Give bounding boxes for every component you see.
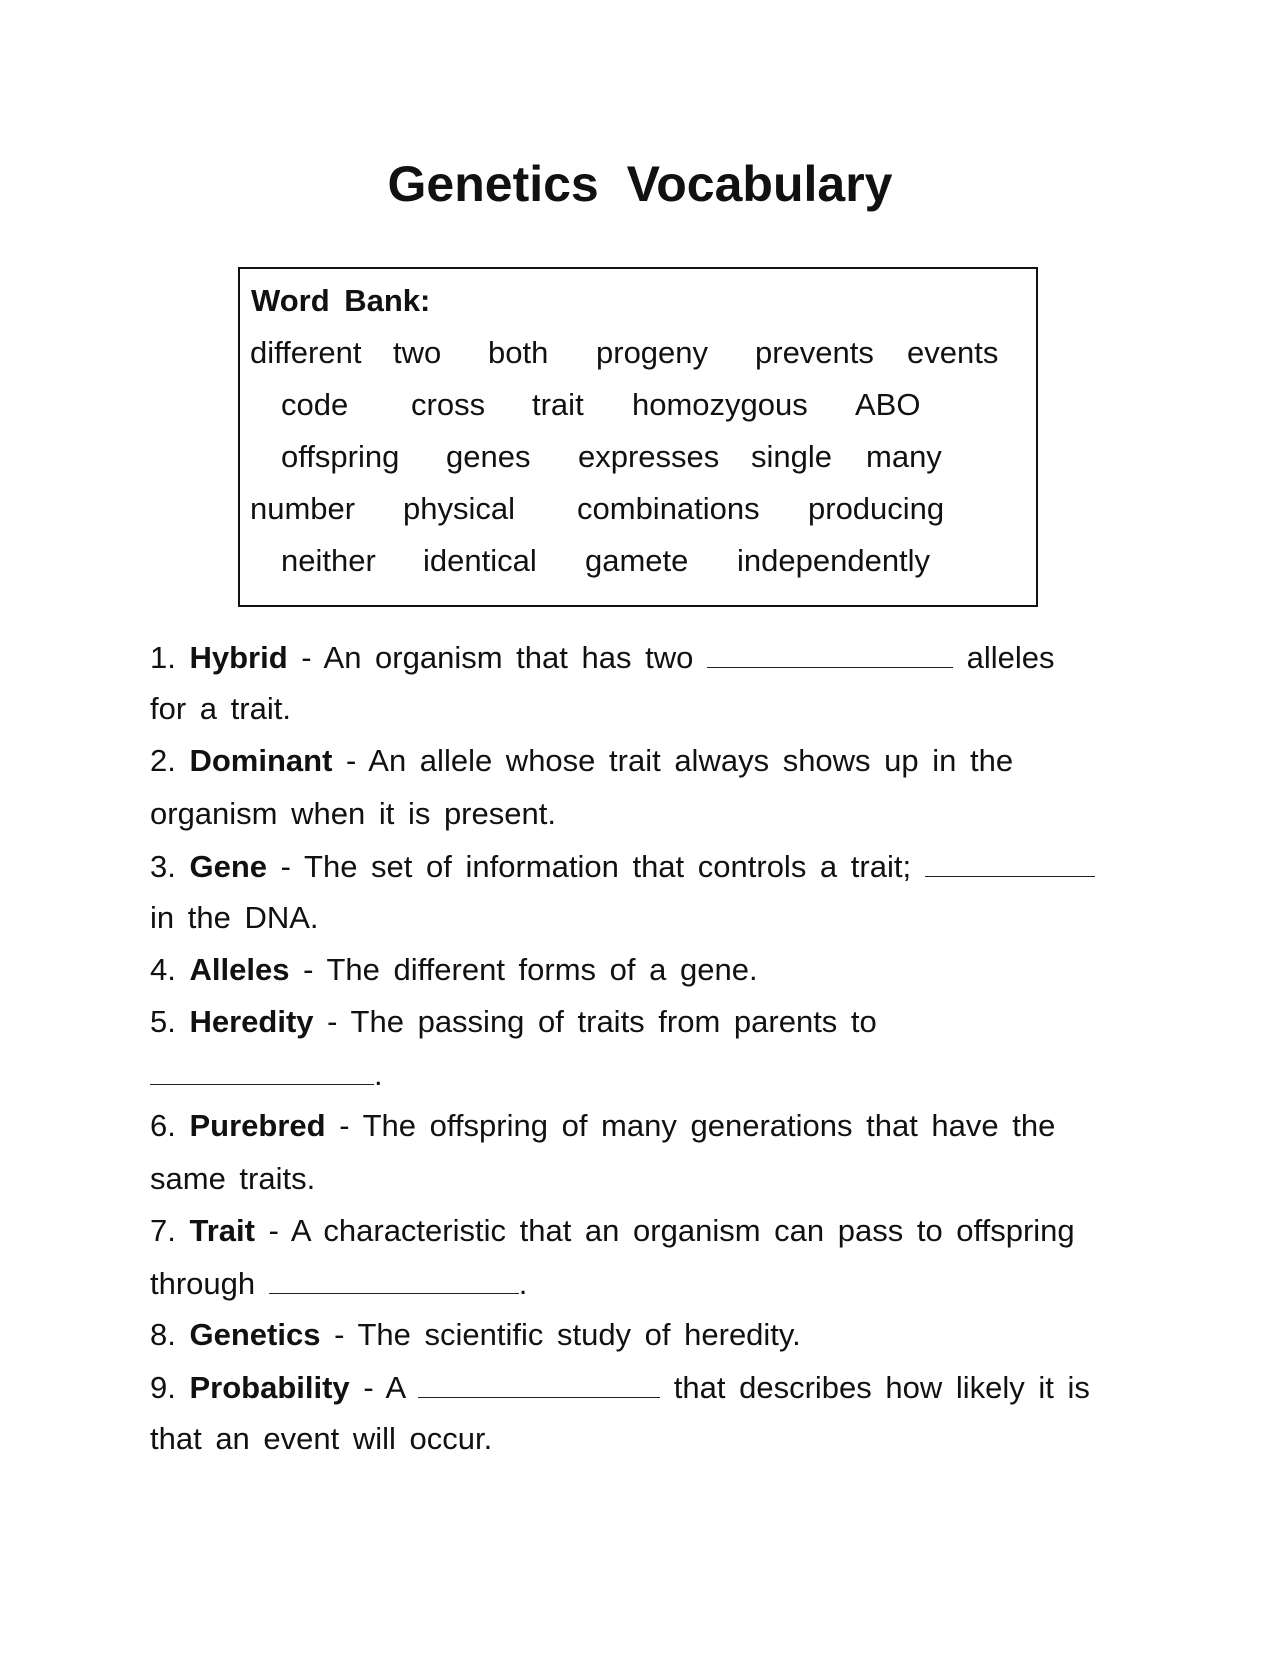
question-term: Probability bbox=[189, 1370, 350, 1405]
question-number: 4. bbox=[150, 952, 176, 987]
word-bank-word: offspring bbox=[281, 439, 400, 474]
question-term: Dominant bbox=[189, 743, 333, 778]
word-bank-word: trait bbox=[532, 387, 584, 422]
answer-blank[interactable] bbox=[418, 1369, 660, 1398]
word-bank-word: identical bbox=[423, 543, 537, 578]
word-bank-word: independently bbox=[737, 543, 931, 578]
question-dash: - bbox=[334, 1317, 345, 1352]
answer-blank[interactable] bbox=[707, 639, 953, 668]
question-dash: - bbox=[327, 1004, 338, 1039]
question-number: 9. bbox=[150, 1370, 176, 1405]
question-9 bbox=[150, 1369, 1090, 1406]
word-bank-word: physical bbox=[403, 491, 515, 526]
word-bank-word: many bbox=[866, 439, 942, 474]
question-number: 2. bbox=[150, 743, 176, 778]
question-1 bbox=[150, 639, 1054, 676]
word-bank-word: prevents bbox=[755, 335, 874, 370]
answer-blank[interactable] bbox=[269, 1265, 519, 1294]
question-number: 6. bbox=[150, 1108, 176, 1143]
question-text: . bbox=[518, 1266, 528, 1301]
word-bank-word: progeny bbox=[596, 335, 709, 370]
question-3-line-2: in the DNA. bbox=[150, 900, 319, 935]
question-dash: - bbox=[346, 743, 357, 778]
question-text: The passing of traits from parents to bbox=[350, 1004, 877, 1039]
question-text: . bbox=[374, 1057, 383, 1092]
question-2 bbox=[150, 743, 1013, 779]
question-text: alleles bbox=[966, 640, 1055, 675]
word-bank-word: ABO bbox=[855, 387, 921, 422]
word-bank-word: gamete bbox=[585, 543, 689, 578]
word-bank-box bbox=[238, 267, 1038, 607]
question-dash: - bbox=[303, 952, 314, 987]
question-7 bbox=[150, 1213, 1075, 1249]
answer-blank[interactable] bbox=[150, 1056, 374, 1085]
word-bank-word: expresses bbox=[578, 439, 720, 474]
question-term: Hybrid bbox=[189, 640, 288, 675]
question-term: Alleles bbox=[189, 952, 290, 987]
word-bank-word: two bbox=[393, 335, 442, 370]
word-bank-word: neither bbox=[281, 543, 376, 578]
question-7-line-2 bbox=[150, 1265, 527, 1302]
question-dash: - bbox=[268, 1213, 279, 1248]
question-number: 3. bbox=[150, 849, 176, 884]
question-5 bbox=[150, 1004, 877, 1040]
question-text: that describes how likely it is bbox=[673, 1370, 1090, 1405]
word-bank-word: code bbox=[281, 387, 349, 422]
word-bank-word: producing bbox=[808, 491, 945, 526]
word-bank-word: combinations bbox=[577, 491, 760, 526]
question-text: A bbox=[385, 1370, 405, 1405]
question-4 bbox=[150, 952, 758, 988]
question-text: An organism that has two bbox=[323, 640, 694, 675]
question-term: Trait bbox=[189, 1213, 255, 1248]
question-3 bbox=[150, 848, 1095, 885]
question-number: 8. bbox=[150, 1317, 176, 1352]
question-dash: - bbox=[280, 849, 291, 884]
word-bank-word: single bbox=[751, 439, 832, 474]
question-text: The different forms of a gene. bbox=[326, 952, 758, 987]
word-bank-word: events bbox=[907, 335, 999, 370]
question-dash: - bbox=[301, 640, 312, 675]
question-number: 7. bbox=[150, 1213, 176, 1248]
answer-blank[interactable] bbox=[925, 848, 1095, 877]
question-dash: - bbox=[339, 1108, 350, 1143]
question-term: Genetics bbox=[189, 1317, 321, 1352]
question-8 bbox=[150, 1317, 801, 1353]
question-6-line-2: same traits. bbox=[150, 1161, 316, 1196]
question-number: 1. bbox=[150, 640, 176, 675]
question-text: through bbox=[150, 1266, 256, 1301]
page-title: Genetics Vocabulary bbox=[387, 156, 893, 212]
question-text: The scientific study of heredity. bbox=[357, 1317, 801, 1352]
question-term: Heredity bbox=[189, 1004, 314, 1039]
word-bank-word: number bbox=[250, 491, 356, 526]
question-term: Gene bbox=[189, 849, 268, 884]
question-text: A characteristic that an organism can pass to offspring bbox=[290, 1213, 1075, 1248]
question-number: 5. bbox=[150, 1004, 176, 1039]
word-bank-heading: Word Bank: bbox=[251, 283, 431, 318]
question-9-line-2: that an event will occur. bbox=[150, 1421, 493, 1456]
word-bank-word: homozygous bbox=[632, 387, 808, 422]
question-dash: - bbox=[363, 1370, 374, 1405]
word-bank-word: different bbox=[250, 335, 362, 370]
question-1-line-2: for a trait. bbox=[150, 691, 291, 726]
question-text: The set of information that controls a trait; bbox=[304, 849, 912, 884]
word-bank-word: cross bbox=[411, 387, 486, 422]
question-6 bbox=[150, 1108, 1055, 1144]
question-2-line-2: organism when it is present. bbox=[150, 796, 556, 831]
question-text: The offspring of many generations that have the bbox=[362, 1108, 1056, 1143]
question-text: An allele whose trait always shows up in the bbox=[368, 743, 1014, 778]
question-term: Purebred bbox=[189, 1108, 326, 1143]
word-bank-word: genes bbox=[446, 439, 531, 474]
question-5-line-2 bbox=[150, 1056, 383, 1093]
word-bank-word: both bbox=[488, 335, 549, 370]
